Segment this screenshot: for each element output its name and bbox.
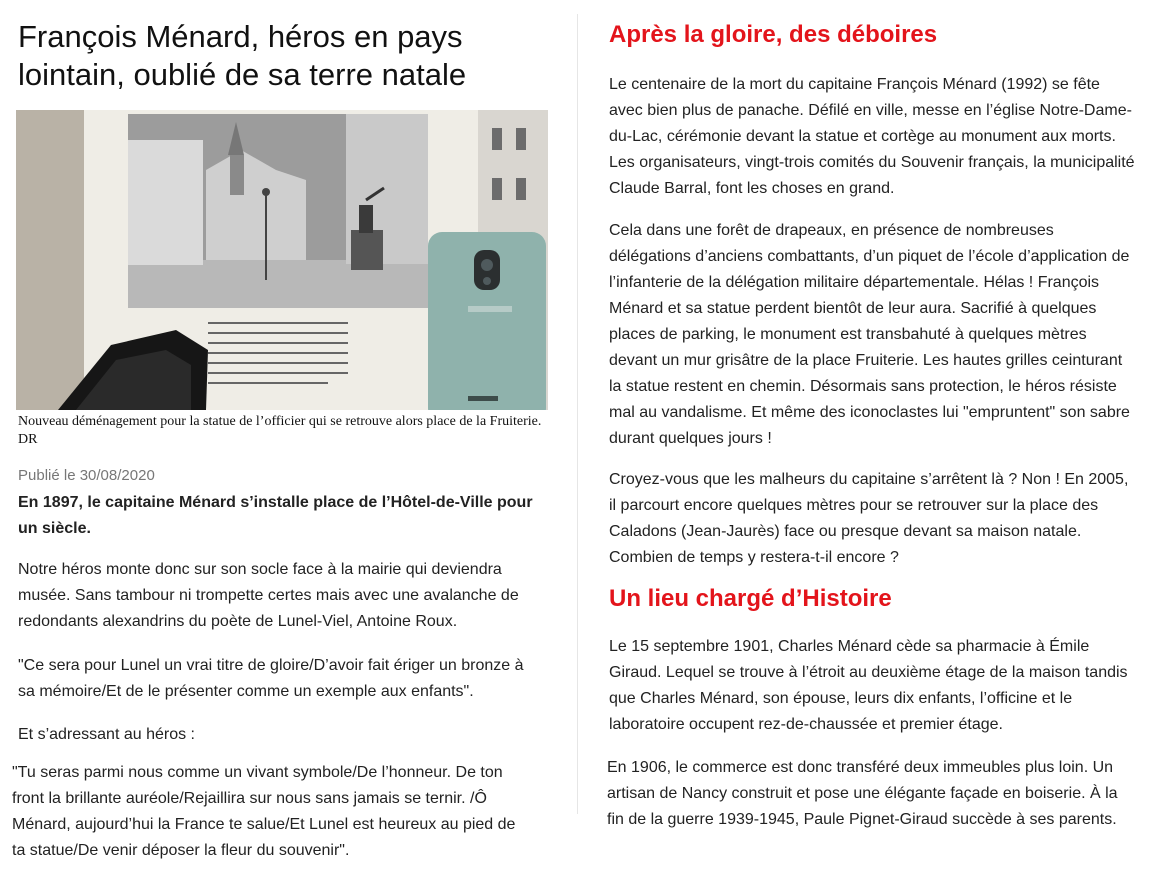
paragraph: Cela dans une forêt de drapeaux, en présence de nombreuses délégations d’anciens combattants, d’un piquet de l’école d’application de l’infanterie de la délégation militaire départementale. Hélas ! François Ménard et sa statue perdent bientôt de leur aura. Sacrifié à quelques places de parking, le monument est transbahuté à quelques mètres devant un mur grisâtre de la place Fruiterie. Les hautes grilles ceinturant la statue restent en chemin. Désormais sans protection, le héros résiste mal au vandalisme. Et même des iconoclastes lui "empruntent" son sabre durant quelques jours ! bbox=[609, 222, 1130, 447]
published-date: Publié le 30/08/2020 bbox=[18, 467, 155, 484]
paragraph: Le centenaire de la mort du capitaine François Ménard (1992) se fête avec bien plus de panache. Défilé en ville, messe en l’église Notre-Dame-du-Lac, cérémonie devant la statue et cortège au monument aux morts. Les organisateurs, vingt-trois comités du Souvenir français, la municipalité Claude Barral, font les choses en grand. bbox=[609, 76, 1135, 197]
paragraph: Notre héros monte donc sur son socle face à la mairie qui deviendra musée. Sans tambour ni trompette certes mais avec une avalanche de redondants alexandrins du poète de Lunel-Viel, Antoine Roux. bbox=[18, 561, 519, 630]
section-title: Après la gloire, des déboires bbox=[609, 21, 938, 48]
paragraph: Et s’adressant au héros : bbox=[18, 726, 195, 743]
column-divider bbox=[577, 14, 578, 814]
quote-paragraph: "Tu seras parmi nous comme un vivant symbole/De l’honneur. De ton front la brillante auréole/Rejaillira sur nous sans jamais se ternir. /Ô Ménard, aujourd’hui la France te salue/Et Lunel est heureux au pied de ta statue/De venir déposer la fleur du souvenir". bbox=[12, 764, 516, 859]
photo-caption: Nouveau déménagement pour la statue de l’officier qui se retrouve alors place de la Fruiterie. DR bbox=[18, 414, 542, 447]
paragraph: Croyez-vous que les malheurs du capitaine s’arrêtent là ? Non ! En 2005, il parcourt encore quelques mètres pour se retrouver sur la place des Caladons (Jean-Jaurès) face ou presque devant sa maison natale. Combien de temps y restera-t-il encore ? bbox=[609, 471, 1129, 566]
left-column bbox=[0, 0, 570, 894]
section-title: Un lieu chargé d’Histoire bbox=[609, 585, 892, 612]
photo-illustration bbox=[16, 110, 548, 410]
right-column bbox=[590, 0, 1167, 894]
paragraph: En 1906, le commerce est donc transféré deux immeubles plus loin. Un artisan de Nancy construit et pose une élégante façade en boiserie. À la fin de la guerre 1939-1945, Paule Pignet-Giraud succède à ses parents. bbox=[607, 759, 1118, 828]
paragraph: "Ce sera pour Lunel un vrai titre de gloire/D’avoir fait ériger un bronze à sa mémoire/Et de le présenter comme un exemple aux enfants". bbox=[18, 657, 524, 700]
article-headline: François Ménard, héros en pays lointain, oublié de sa terre natale bbox=[18, 19, 467, 92]
paragraph: Le 15 septembre 1901, Charles Ménard cède sa pharmacie à Émile Giraud. Lequel se trouve à l’étroit au deuxième étage de la maison tandis que Charles Ménard, son épouse, leurs dix enfants, l’officine et le laboratoire occupent rez-de-chaussée et premier étage. bbox=[609, 638, 1128, 733]
article-photo[interactable] bbox=[16, 110, 548, 410]
article-lead: En 1897, le capitaine Ménard s’installe place de l’Hôtel-de-Ville pour un siècle. bbox=[18, 494, 533, 537]
